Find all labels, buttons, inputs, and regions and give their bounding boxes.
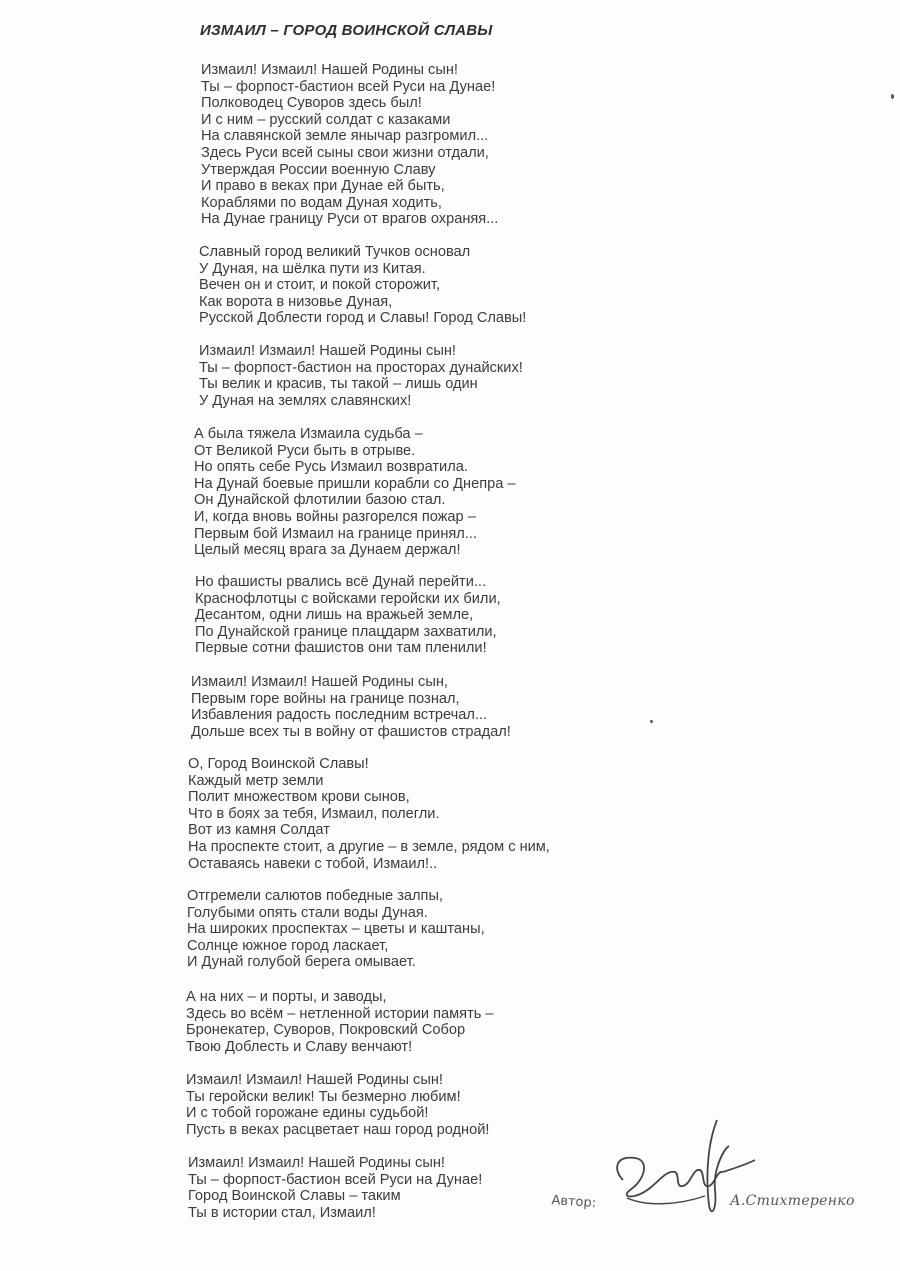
poem-line: Бронекатер, Суворов, Покровский Собор <box>186 1022 466 1039</box>
poem-line: Ты – форпост-бастион на просторах дунайских! <box>199 359 523 376</box>
poem-line: Ты – форпост-бастион всей Руси на Дунае! <box>201 78 496 95</box>
poem-line: На проспекте стоит, а другие – в земле, рядом с ним, <box>188 838 550 855</box>
poem-line: И право в веках при Дунае ей быть, <box>201 178 445 195</box>
poem-line: И Дунай голубой берега омывает. <box>187 954 416 971</box>
poem-line: Вот из камня Солдат <box>188 822 330 839</box>
poem-line: Вечен он и стоит, и покой сторожит, <box>199 277 441 294</box>
poem-line: На Дунае границу Руси от врагов охраняя... <box>201 211 499 228</box>
poem-line: На славянской земле янычар разгромил... <box>201 128 489 145</box>
stanza <box>194 426 516 559</box>
poem-line: Первые сотни фашистов они там пленили! <box>195 640 487 657</box>
poem-line: Измаил! Измаил! Нашей Родины сын! <box>199 343 456 359</box>
poem-line: Славный город великий Тучков основал <box>199 244 471 260</box>
stanza <box>186 989 494 1055</box>
poem-line: Целый месяц врага за Дунаем держал! <box>194 542 461 559</box>
poem-line: Измаил! Измаил! Нашей Родины сын! <box>186 1072 443 1088</box>
author-label: Автор: <box>550 1193 597 1212</box>
poem-line: Краснофлотцы с войсками геройски их били, <box>195 590 501 607</box>
poem-line: Он Дунайской флотилии базою стал. <box>194 492 446 509</box>
poem-line: Здесь Руси всей сыны свои жизни отдали, <box>201 144 489 161</box>
poem-line: У Дуная, на шёлка пути из Китая. <box>199 260 426 277</box>
poem-line: О, Город Воинской Славы! <box>188 756 369 772</box>
poem-line: Город Воинской Славы – таким <box>188 1188 401 1205</box>
handwritten-signature <box>605 1110 775 1230</box>
poem-line: На Дунай боевые пришли корабли со Днепра – <box>194 475 516 492</box>
author-name: А.Стихтеренко <box>730 1193 855 1209</box>
poem-line: А на них – и порты, и заводы, <box>186 989 387 1005</box>
poem-line: И с ним – русский солдат с казаками <box>201 111 451 128</box>
poem-line: Полководец Суворов здесь был! <box>201 95 422 112</box>
poem-line: Каждый метр земли <box>188 772 324 789</box>
poem-line: Голубыми опять стали воды Дуная. <box>187 904 428 921</box>
poem-line: Что в боях за тебя, Измаил, полегли. <box>188 805 440 822</box>
poem-line: Ты в истории стал, Измаил! <box>188 1204 376 1221</box>
poem-line: Пусть в веках расцветает наш город родной! <box>186 1121 490 1138</box>
poem-line: Кораблями по водам Дуная ходить, <box>201 194 442 211</box>
stanza <box>188 756 550 872</box>
poem-line: Первым горе войны на границе познал, <box>191 690 460 707</box>
poem-line: Первым бой Измаил на границе принял... <box>194 525 477 542</box>
stanza <box>188 1155 482 1221</box>
poem-line: Ты велик и красив, ты такой – лишь один <box>199 376 478 393</box>
poem-line: Утверждая России военную Славу <box>201 161 436 178</box>
poem-line: Измаил! Измаил! Нашей Родины сын! <box>201 62 458 78</box>
poem-line: Но фашисты рвались всё Дунай перейти... <box>195 574 487 590</box>
poem-line: Но опять себе Русь Измаил возвратила. <box>194 459 468 476</box>
poem-line: Избавления радость последним встречал... <box>191 707 488 724</box>
poem-line: Русской Доблести город и Славы! Город Славы! <box>199 310 527 327</box>
poem-line: Измаил! Измаил! Нашей Родины сын! <box>188 1155 445 1171</box>
stanza <box>199 343 523 409</box>
poem-line: Дольше всех ты в войну от фашистов страдал! <box>191 723 511 740</box>
poem-line: А была тяжела Измаила судьба – <box>194 426 423 442</box>
stanza <box>199 244 526 327</box>
poem-title: ИЗМАИЛ – ГОРОД ВОИНСКОЙ СЛАВЫ <box>200 22 493 39</box>
poem-line: Оставаясь навеки с тобой, Измаил!.. <box>188 855 438 872</box>
stanza <box>201 62 498 228</box>
stanza <box>191 674 511 740</box>
poem-line: Ты – форпост-бастион всей Руси на Дунае! <box>188 1171 483 1188</box>
scan-speck <box>891 94 894 99</box>
poem-line: От Великой Руси быть в отрыве. <box>194 442 416 459</box>
scan-speck <box>650 720 653 723</box>
stanza <box>195 574 501 657</box>
poem-line: Десантом, одни лишь на вражьей земле, <box>195 607 474 624</box>
stanza <box>186 1072 489 1138</box>
poem-line: Здесь во всём – нетленной истории память – <box>186 1005 494 1022</box>
poem-line: Отгремели салютов победные залпы, <box>187 888 443 904</box>
poem-line: На широких проспектах – цветы и каштаны, <box>187 921 485 938</box>
poem-line: У Дуная на землях славянских! <box>199 392 412 409</box>
stanza <box>187 888 485 971</box>
poem-line: Солнце южное город ласкает, <box>187 937 389 954</box>
poem-line: По Дунайской границе плацдарм захватили, <box>195 623 497 640</box>
poem-line: Полит множеством крови сынов, <box>188 789 410 806</box>
poem-line: И, когда вновь войны разгорелся пожар – <box>194 508 476 525</box>
poem-line: Измаил! Измаил! Нашей Родины сын, <box>191 674 448 690</box>
poem-line: И с тобой горожане едины судьбой! <box>186 1105 429 1122</box>
poem-line: Как ворота в низовье Дуная, <box>199 293 393 310</box>
poem-line: Твою Доблесть и Славу венчают! <box>186 1038 413 1055</box>
poem-line: Ты геройски велик! Ты безмерно любим! <box>186 1088 461 1105</box>
